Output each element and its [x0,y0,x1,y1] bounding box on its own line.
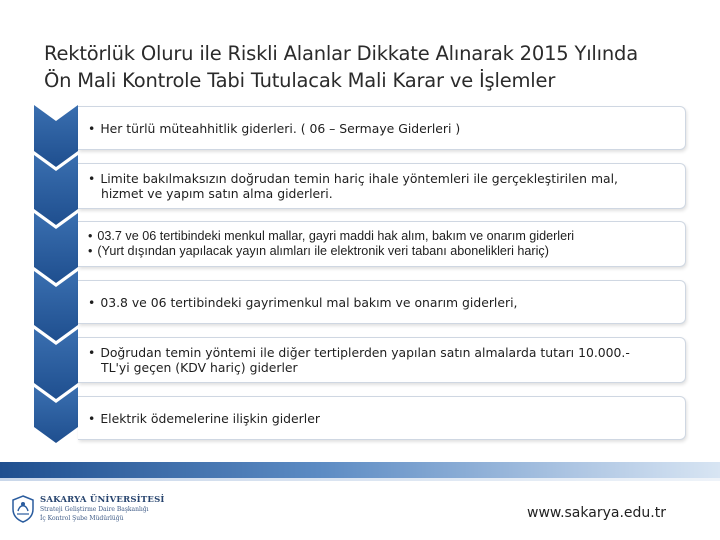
bullet-icon: • [88,229,93,243]
list-item [78,337,686,383]
university-name: SAKARYA ÜNİVERSİTESİ [40,494,165,505]
bullet-icon: • [88,294,96,310]
bullet-icon: • [88,244,93,258]
list-item [78,221,686,267]
item-text: 03.7 ve 06 tertibindeki menkul mallar, gayri maddi hak alım, bakım ve onarım giderleri [97,229,575,243]
item-text: Doğrudan temin yöntemi ile diğer tertiplerden yapılan satın almalarda tutarı 10.000.- [100,345,630,360]
item-text: TL'yi geçen (KDV hariç) giderler [101,360,298,375]
bullet-icon: • [88,120,96,136]
footer-band [0,462,720,478]
list-item [78,106,686,150]
chevron-marker [34,105,78,167]
item-text: 03.8 ve 06 tertibindeki gayrimenkul mal bakım ve onarım giderleri, [100,294,518,310]
university-logo-icon [12,495,34,523]
website-url: www.sakarya.edu.tr [527,505,666,521]
bullet-icon: • [88,345,96,360]
department-name: Strateji Geliştirme Daire Başkanlığı [40,505,149,513]
office-name: İç Kontrol Şube Müdürlüğü [40,514,124,522]
university-logo [12,495,165,523]
item-text: hizmet ve yapım satın alma giderleri. [101,186,333,201]
item-text: Limite bakılmaksızın doğrudan temin hariç ihale yöntemleri ile gerçekleştirilen mal, [100,171,618,186]
list-item [78,163,686,209]
item-text: Elektrik ödemelerine ilişkin giderler [100,410,320,426]
item-text: Her türlü müteahhitlik giderleri. ( 06 – Sermaye Giderleri ) [100,120,461,136]
bullet-icon: • [88,410,96,426]
item-text: (Yurt dışından yapılacak yayın alımları ile elektronik veri tabanı abonelikleri hariç) [97,244,549,258]
title-line-1: Rektörlük Oluru ile Riskli Alanlar Dikkate Alınarak 2015 Yılında [44,42,638,65]
title-line-2: Ön Mali Kontrole Tabi Tutulacak Mali Karar ve İşlemler [44,69,556,92]
bullet-icon: • [88,171,96,186]
list-item [78,396,686,440]
list-item [78,280,686,324]
footer-divider [0,478,720,481]
